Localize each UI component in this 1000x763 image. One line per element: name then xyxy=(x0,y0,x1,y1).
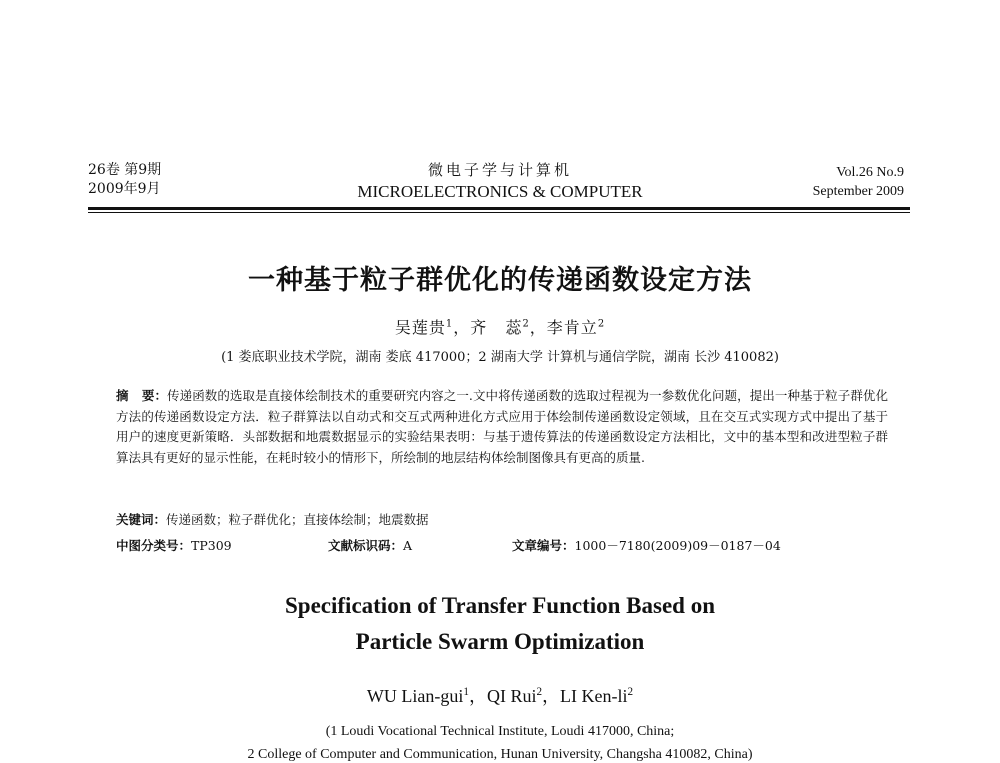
author-2-cn-affil: 2 xyxy=(522,318,530,330)
article-value: 1000－7180(2009)09－0187－04 xyxy=(574,538,781,553)
author-2-en: QI Rui xyxy=(486,686,537,706)
keywords-cn xyxy=(116,510,888,528)
author-1-cn-affil: 1 xyxy=(445,318,454,330)
author-sep-en-2: ， xyxy=(542,686,561,706)
author-1-cn: 吴莲贵 xyxy=(394,318,446,337)
article-number xyxy=(512,536,781,554)
author-sep-en-1: ， xyxy=(468,686,487,706)
clc-label: 中图分类号： xyxy=(116,538,192,553)
author-sep-2: ， xyxy=(529,318,547,337)
author-3-cn: 李肯立 xyxy=(546,318,598,337)
author-2-cn: 齐 蕊 xyxy=(470,318,523,337)
date-en: September 2009 xyxy=(812,184,904,199)
author-1-en-affil: 1 xyxy=(463,686,469,698)
abstract-text: 传递函数的选取是直接体绘制技术的重要研究内容之一.文中将传递函数的选取过程视为一参数优化问题，提出一种基于粒子群优化方法的传递函数设定方法．粒子群算法以自动式和交互式两种进化方式应用于体绘制传递函数设定领域，且在交互式实现方式中提出了基于用户的速度更新策略．头部数据和地震数据显示的实验结果表明：与基于遗传算法的传递函数设定方法相比，文中的基本型和改进型粒子群算法具有更好的显示性能，在耗时较小的情形下，所绘制的地层结构体绘制图像具有更高的质量. xyxy=(116,388,888,465)
paper-title-en-line-2: Particle Swarm Optimization xyxy=(355,629,645,654)
paper-title-en-line-1: Specification of Transfer Function Based on xyxy=(285,593,715,618)
author-3-en-affil: 2 xyxy=(627,686,634,698)
doc-code xyxy=(328,536,412,554)
clc-value: TP309 xyxy=(191,538,232,553)
article-label: 文章编号： xyxy=(512,538,575,553)
header-rule-thin xyxy=(88,212,910,213)
clc-number xyxy=(116,536,232,554)
authors-cn xyxy=(0,315,1000,338)
affiliation-en-line-1: (1 Loudi Vocational Technical Institute, Loudi 417000, China; xyxy=(325,724,675,739)
journal-name-en: MICROELECTRONICS & COMPUTER xyxy=(357,182,643,201)
header-right xyxy=(813,163,904,201)
author-3-en: LI Ken-li xyxy=(560,686,628,706)
abstract-cn xyxy=(116,386,888,468)
header-rule-thick xyxy=(88,207,910,210)
keywords-label: 关键词： xyxy=(116,512,167,527)
authors-en xyxy=(0,682,1000,708)
doc-value: A xyxy=(403,538,413,553)
date-cn: 2009年9月 xyxy=(88,181,161,197)
paper-title-cn: 一种基于粒子群优化的传递函数设定方法 xyxy=(248,265,752,296)
author-1-en: WU Lian-gui xyxy=(366,686,464,706)
keywords-text: 传递函数；粒子群优化；直接体绘制；地震数据 xyxy=(166,512,429,527)
abstract-label: 摘 要： xyxy=(116,388,168,403)
journal-name-cn: 微电子学与计算机 xyxy=(427,161,572,179)
author-2-en-affil: 2 xyxy=(536,686,543,698)
volume-issue-cn: 26卷 第9期 xyxy=(88,162,162,178)
affiliation-en-line-2: 2 College of Computer and Communication, Hunan University, Changsha 410082, China) xyxy=(247,747,753,762)
author-sep-1: ， xyxy=(453,318,471,337)
author-3-cn-affil: 2 xyxy=(597,318,606,330)
volume-issue-en: Vol.26 No.9 xyxy=(836,165,904,180)
affiliation-cn: (1 娄底职业技术学院，湖南 娄底 417000；2 湖南大学 计算机与通信学院，湖南 长沙 410082) xyxy=(221,350,779,365)
doc-label: 文献标识码： xyxy=(328,538,404,553)
paper-title-en xyxy=(0,588,1000,660)
